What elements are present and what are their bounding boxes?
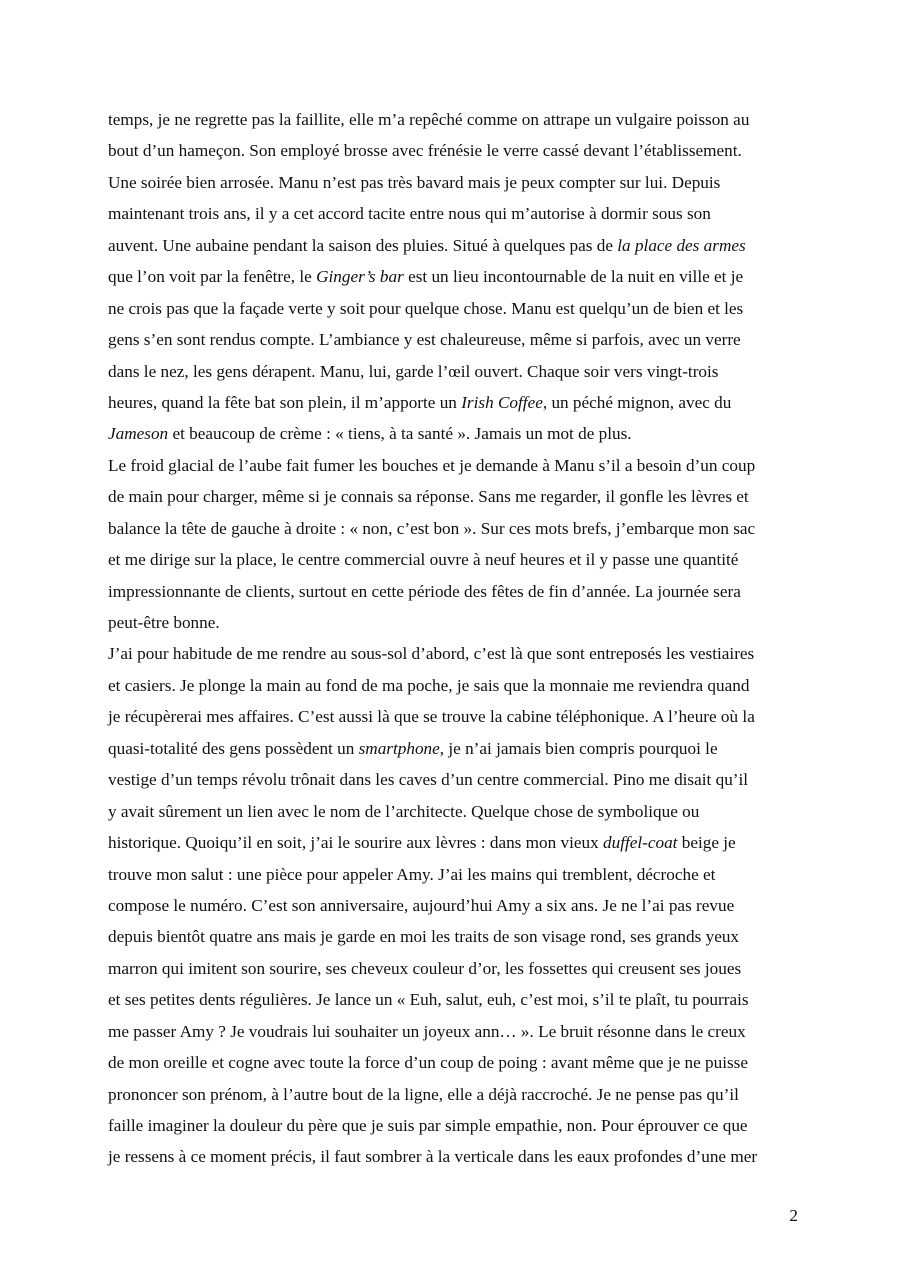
- text-run: temps, je ne regrette pas la faillite, elle m’a repêché comme on attrape un vulgaire poisson au: [108, 110, 750, 129]
- text-line: [108, 135, 798, 166]
- text-line: [108, 1047, 798, 1078]
- text-run: prononcer son prénom, à l’autre bout de la ligne, elle a déjà raccroché. Je ne pense pas qu’il: [108, 1084, 739, 1104]
- text-line: [108, 859, 798, 890]
- text-line: [108, 701, 798, 732]
- text-run: et me dirige sur la place, le centre commercial ouvre à neuf heures et il y passe une quantité: [108, 550, 739, 570]
- text-run: je récupèrerai mes affaires. C’est aussi là que se trouve la cabine téléphonique. A l’heure où la: [108, 707, 755, 727]
- text-line: [108, 953, 798, 984]
- italic-text-run: Irish Coffee: [461, 392, 543, 412]
- text-run: peut-être bonne.: [108, 613, 220, 632]
- italic-text-run: smartphone: [358, 738, 440, 758]
- text-line: [108, 638, 798, 669]
- text-run: auvent. Une aubaine pendant la saison des pluies. Situé à quelques pas de: [108, 235, 618, 255]
- text-run: maintenant trois ans, il y a cet accord tacite entre nous qui m’autorise à dormir sous son: [108, 204, 711, 224]
- text-run: heures, quand la fête bat son plein, il m’apporte un: [108, 392, 462, 412]
- text-run: historique. Quoiqu’il en soit, j’ai le sourire aux lèvres : dans mon vieux: [108, 833, 603, 853]
- italic-text-run: Jameson: [108, 424, 169, 444]
- text-line: [108, 576, 798, 607]
- text-line: [108, 796, 798, 827]
- text-run: , je n’ai jamais bien compris pourquoi le: [439, 738, 718, 758]
- text-line: [108, 984, 798, 1015]
- text-run: , un péché mignon, avec du: [542, 392, 732, 412]
- text-run: Une soirée bien arrosée. Manu n’est pas très bavard mais je peux compter sur lui. Depuis: [108, 172, 721, 192]
- text-run: de mon oreille et cogne avec toute la force d’un coup de poing : avant même que je ne puisse: [108, 1053, 748, 1073]
- text-run: beige je: [677, 833, 736, 853]
- text-line: [108, 387, 798, 418]
- text-line: [108, 890, 798, 921]
- italic-text-run: la place des armes: [617, 235, 746, 255]
- text-line: [108, 481, 798, 512]
- text-run: et beaucoup de crème : « tiens, à ta santé ». Jamais un mot de plus.: [168, 424, 632, 444]
- text-line: [108, 513, 798, 544]
- text-run: gens s’en sont rendus compte. L’ambiance y est chaleureuse, même si parfois, avec un verre: [108, 330, 741, 350]
- text-run: marron qui imitent son sourire, ses cheveux couleur d’or, les fossettes qui creusent ses joues: [108, 958, 742, 978]
- text-run: Le froid glacial de l’aube fait fumer les bouches et je demande à Manu s’il a besoin d’un coup: [108, 455, 756, 475]
- text-line: [108, 670, 798, 701]
- text-run: compose le numéro. C’est son anniversaire, aujourd’hui Amy a six ans. Je ne l’ai pas revue: [108, 895, 735, 915]
- text-run: vestige d’un temps révolu trônait dans les caves d’un centre commercial. Pino me disait qu’il: [108, 770, 749, 790]
- text-run: me passer Amy ? Je voudrais lui souhaiter un joyeux ann… ». Le bruit résonne dans le creux: [108, 1021, 746, 1041]
- text-line: [108, 104, 798, 135]
- text-line: [108, 1016, 798, 1047]
- text-run: depuis bientôt quatre ans mais je garde en moi les traits de son visage rond, ses grands yeux: [108, 927, 740, 947]
- italic-text-run: duffel-coat: [603, 833, 678, 853]
- text-line: [108, 1141, 798, 1172]
- text-line: [108, 733, 798, 764]
- italic-text-run: Ginger’s bar: [316, 267, 404, 287]
- text-line: [108, 293, 798, 324]
- page-number: 2: [789, 1206, 798, 1225]
- text-run: est un lieu incontournable de la nuit en ville et je: [403, 267, 744, 287]
- text-line: [108, 167, 798, 198]
- text-line: [108, 356, 798, 387]
- text-run: et ses petites dents régulières. Je lance un « Euh, salut, euh, c’est moi, s’il te plaît, tu pourrais: [108, 990, 749, 1010]
- text-run: impressionnante de clients, surtout en cette période des fêtes de fin d’année. La journée sera: [108, 581, 741, 601]
- text-line: [108, 324, 798, 355]
- text-line: [108, 827, 798, 858]
- text-run: balance la tête de gauche à droite : « non, c’est bon ». Sur ces mots brefs, j’embarque mon sac: [108, 518, 756, 538]
- text-line: [108, 450, 798, 481]
- text-run: J’ai pour habitude de me rendre au sous-sol d’abord, c’est là que sont entreposés les vestiaires: [108, 644, 755, 664]
- text-run: je ressens à ce moment précis, il faut sombrer à la verticale dans les eaux profondes d’une mer: [108, 1147, 758, 1167]
- text-run: que l’on voit par la fenêtre, le: [108, 267, 317, 287]
- text-run: et casiers. Je plonge la main au fond de ma poche, je sais que la monnaie me reviendra quand: [108, 675, 750, 695]
- text-line: [108, 230, 798, 261]
- text-line: [108, 764, 798, 795]
- text-line: [108, 1110, 798, 1141]
- text-run: trouve mon salut : une pièce pour appeler Amy. J’ai les mains qui tremblent, décroche et: [108, 864, 716, 884]
- text-line: [108, 261, 798, 292]
- text-line: [108, 544, 798, 575]
- text-run: quasi-totalité des gens possèdent un: [108, 738, 359, 758]
- text-run: de main pour charger, même si je connais sa réponse. Sans me regarder, il gonfle les lèvres et: [108, 487, 749, 507]
- text-line: [108, 198, 798, 229]
- text-line: [108, 1079, 798, 1110]
- text-run: faille imaginer la douleur du père que je suis par simple empathie, non. Pour éprouver ce que: [108, 1116, 748, 1135]
- text-line: [108, 921, 798, 952]
- text-run: bout d’un hameçon. Son employé brosse avec frénésie le verre cassé devant l’établissement.: [108, 141, 742, 161]
- body-text: [108, 104, 798, 1173]
- text-run: dans le nez, les gens dérapent. Manu, lui, garde l’œil ouvert. Chaque soir vers vingt-trois: [108, 361, 719, 381]
- text-run: y avait sûrement un lien avec le nom de l’architecte. Quelque chose de symbolique ou: [108, 801, 700, 821]
- text-run: ne crois pas que la façade verte y soit pour quelque chose. Manu est quelqu’un de bien et les: [108, 298, 744, 318]
- text-line: [108, 607, 798, 638]
- text-line: [108, 418, 798, 449]
